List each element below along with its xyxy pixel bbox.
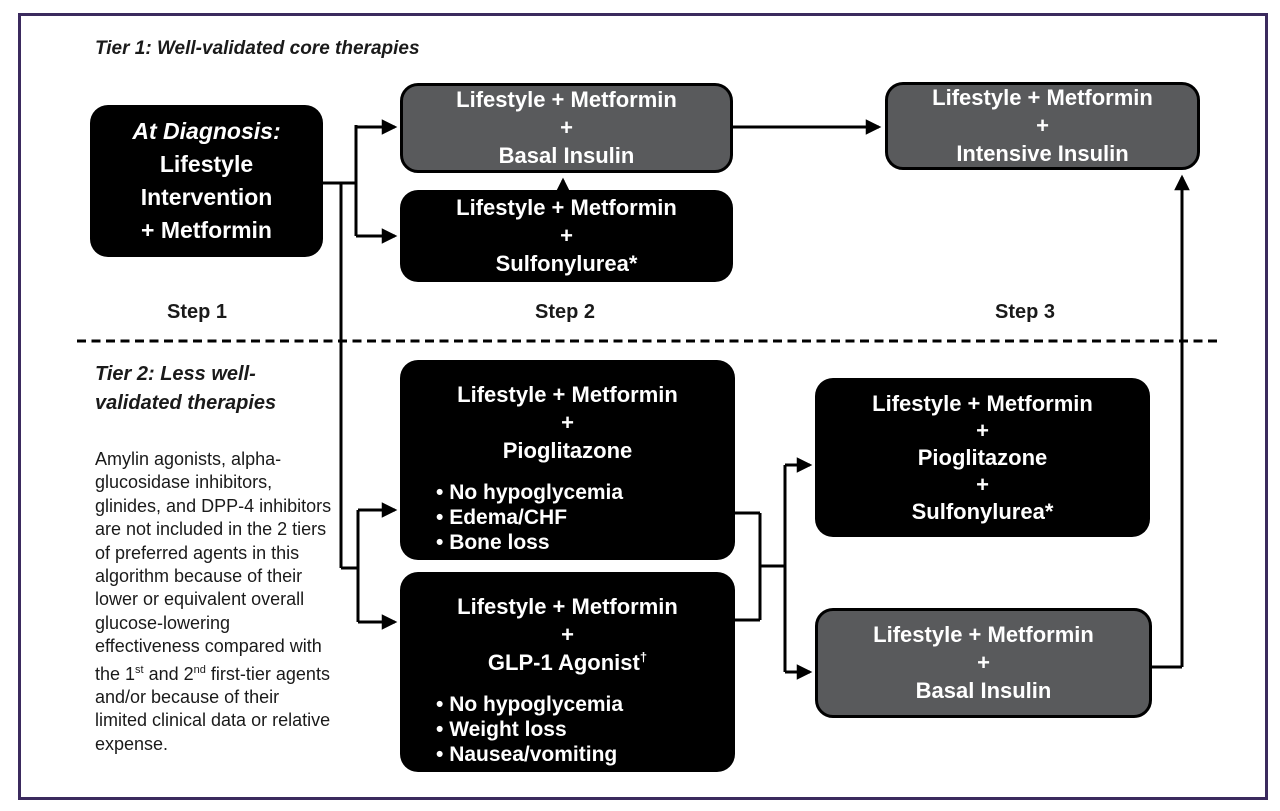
- bullet-item: • Edema/CHF: [436, 505, 623, 530]
- at-diagnosis-heading: At Diagnosis:: [132, 118, 281, 144]
- box-tier1-basal-insulin: [400, 83, 733, 173]
- box-tier2-glp1-agonist: [400, 572, 735, 772]
- box-line: Lifestyle + Metformin: [456, 195, 677, 220]
- tier1-title: Tier 1: Well-validated core therapies: [95, 38, 420, 59]
- box-line: Lifestyle + Metformin: [932, 85, 1153, 110]
- tier2-note-text: first-tier agents and/or because of their limited clinical data or relative expense.: [95, 663, 331, 754]
- bullet-item: • Weight loss: [436, 717, 623, 742]
- bullet-item: • Nausea/vomiting: [436, 742, 623, 767]
- bullet-item: • No hypoglycemia: [436, 692, 623, 717]
- tier2-note-text: Amylin agonists, alpha-glucosidase inhibitors, glinides, and DPP-4 inhibitors are not included in the 2 tiers of preferred agents in this algorithm because of their lower or equivalent overall glucose-lowering effectiveness compared with the 1: [95, 449, 332, 684]
- tier2-note: [95, 448, 332, 756]
- box-tier2-pioglitazone: [400, 360, 735, 560]
- at-diagnosis-line: + Metformin: [141, 217, 272, 243]
- bullet-item: • No hypoglycemia: [436, 480, 623, 505]
- box-line: Basal Insulin: [915, 678, 1052, 703]
- box-tier2-basal-insulin: [815, 608, 1152, 718]
- box-tier1-intensive-insulin: [885, 82, 1200, 170]
- glp1-label: GLP-1 Agonist: [487, 650, 640, 675]
- glp1-dagger: †: [639, 649, 648, 665]
- box-line: Sulfonylurea*: [495, 251, 638, 276]
- box-line: Lifestyle + Metformin: [872, 391, 1093, 416]
- tier2-title-line2: validated therapies: [95, 392, 277, 414]
- pioglitazone-bullet-list: [400, 480, 623, 555]
- step3-label: Step 3: [994, 301, 1056, 323]
- box-line: Sulfonylurea*: [911, 499, 1054, 524]
- box-line: Lifestyle + Metformin: [457, 594, 678, 619]
- tier2-title-line1: Tier 2: Less well-: [95, 363, 256, 385]
- tier2-title: [95, 360, 276, 418]
- box-line: Pioglitazone: [502, 438, 633, 463]
- tier2-note-text: and 2: [143, 663, 194, 684]
- tier2-note-superscript-nd: nd: [193, 663, 206, 676]
- box-line-glp1: [488, 649, 647, 677]
- step2-label: Step 2: [534, 301, 596, 323]
- box-line: Lifestyle + Metformin: [456, 87, 677, 112]
- box-tier2-pioglitazone-sulfonylurea: [815, 378, 1150, 537]
- at-diagnosis-line: Intervention: [140, 184, 273, 210]
- box-line: Pioglitazone: [917, 445, 1048, 470]
- box-line: Intensive Insulin: [956, 141, 1129, 166]
- box-line: +: [976, 472, 989, 497]
- tier2-note-superscript-st: st: [135, 663, 144, 676]
- box-at-diagnosis: [90, 105, 323, 257]
- step1-label: Step 1: [166, 301, 228, 323]
- box-line: Basal Insulin: [498, 143, 635, 168]
- bullet-item: • Bone loss: [436, 530, 623, 555]
- box-line: +: [976, 418, 989, 443]
- box-line: +: [561, 410, 574, 435]
- at-diagnosis-line: Lifestyle: [159, 151, 254, 177]
- box-line: Lifestyle + Metformin: [873, 622, 1094, 647]
- box-tier1-sulfonylurea: [400, 190, 733, 282]
- box-line: +: [977, 650, 990, 675]
- box-line: +: [561, 622, 574, 647]
- glp1-bullet-list: [400, 692, 623, 767]
- box-line: Lifestyle + Metformin: [457, 382, 678, 407]
- box-line: +: [560, 223, 573, 248]
- box-line: +: [560, 115, 573, 140]
- box-line: +: [1036, 113, 1049, 138]
